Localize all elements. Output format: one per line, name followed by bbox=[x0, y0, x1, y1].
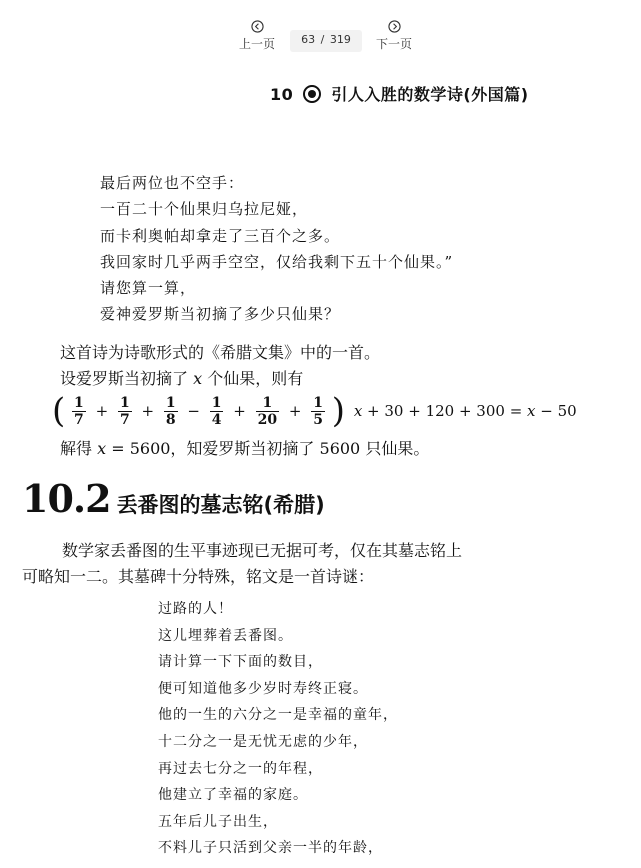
poem-line: 便可知道他多少岁时寿终正寝。 bbox=[158, 680, 368, 697]
intro-line-1: 数学家丢番图的生平事迹现已无据可考，仅在其墓志铭上 bbox=[62, 541, 463, 560]
operator: + bbox=[233, 402, 246, 420]
poem-line: 他的一生的六分之一是幸福的童年， bbox=[158, 707, 398, 724]
poem-line: 十二分之一是无忧无虑的少年， bbox=[158, 733, 368, 750]
poem-line: 五年后儿子出生， bbox=[158, 813, 278, 830]
solution-text-end: = 5600，知爱罗斯当初摘了 5600 只仙果。 bbox=[106, 439, 430, 458]
operator: + bbox=[95, 402, 109, 420]
current-page-number[interactable]: 63 bbox=[301, 33, 316, 46]
poem-line: 爱神爱罗斯当初摘了多少只仙果？ bbox=[100, 305, 341, 324]
paragraph-solution bbox=[60, 436, 429, 459]
fraction: $\frac{1}{7}$ bbox=[119, 394, 130, 428]
poem-line: 他建立了幸福的家庭。 bbox=[158, 787, 308, 804]
page-indicator bbox=[290, 30, 362, 52]
total-pages: 319 bbox=[329, 33, 351, 46]
equation-rhs: x + 30 + 120 + 300 = x − 50 bbox=[353, 402, 577, 420]
intro-line-2: 可略知一二。其墓碑十分特殊，铭文是一首诗谜： bbox=[22, 567, 375, 586]
poem-line: 请您算一算， bbox=[100, 279, 197, 298]
page-separator: / bbox=[320, 33, 325, 46]
fraction: $\frac{1}{20}$ bbox=[257, 394, 278, 428]
poem-line: 我回家时几乎两手空空，仅给我剩下五十个仙果。” bbox=[100, 252, 454, 271]
fraction: $\frac{1}{8}$ bbox=[165, 394, 176, 428]
solution-text: 解得 bbox=[60, 439, 98, 458]
fraction: $\frac{1}{7}$ bbox=[74, 394, 84, 428]
paragraph-source: 这首诗为诗歌形式的《希腊文集》中的一首。 bbox=[60, 343, 381, 362]
operator: − bbox=[187, 402, 200, 420]
poem-line: 不料儿子只活到父亲一半的年龄， bbox=[158, 840, 383, 857]
paragraph-setup bbox=[60, 366, 303, 389]
poem-line: 请计算一下下面的数目， bbox=[158, 654, 323, 671]
operator: + bbox=[288, 402, 302, 420]
chevron-left-icon bbox=[251, 20, 264, 33]
next-page-button[interactable] bbox=[370, 20, 418, 52]
setup-text: 设爱罗斯当初摘了 bbox=[60, 369, 194, 388]
poem-line: 一百二十个仙果归乌拉尼娅， bbox=[100, 200, 309, 219]
poem-line: 过路的人！ bbox=[158, 601, 233, 617]
poem-excerpt bbox=[100, 170, 453, 328]
poem-line: 而卡利奥帕却拿走了三百个之多。 bbox=[100, 226, 341, 245]
poem-line: 再过去七分之一的年程， bbox=[158, 760, 323, 777]
epitaph-poem bbox=[158, 596, 398, 862]
fraction: $\frac{1}{4}$ bbox=[211, 394, 222, 428]
fraction: $\frac{1}{5}$ bbox=[313, 394, 323, 428]
equation bbox=[52, 392, 577, 430]
chevron-right-icon bbox=[388, 20, 401, 33]
bullseye-icon bbox=[303, 85, 321, 103]
variable-x: x bbox=[193, 369, 203, 388]
section-title: 丢番图的墓志铭(希腊) bbox=[116, 493, 325, 517]
prev-page-label: 上一页 bbox=[238, 37, 275, 51]
left-paren: ( bbox=[52, 391, 66, 431]
page-navigation bbox=[0, 0, 641, 64]
poem-line: 这儿埋葬着丢番图。 bbox=[158, 627, 293, 644]
next-page-label: 下一页 bbox=[375, 37, 412, 51]
section-heading bbox=[22, 476, 325, 521]
setup-text-end: 个仙果，则有 bbox=[202, 369, 304, 388]
running-head bbox=[270, 82, 529, 105]
right-paren: ) bbox=[331, 391, 346, 431]
poem-line: 最后两位也不空手： bbox=[100, 174, 245, 192]
variable-x: x bbox=[97, 439, 107, 458]
chapter-number: 10 bbox=[270, 85, 294, 104]
prev-page-button[interactable] bbox=[233, 20, 281, 52]
operator: + bbox=[141, 402, 155, 420]
chapter-title: 引人入胜的数学诗(外国篇) bbox=[331, 85, 529, 104]
section-number: 10.2 bbox=[22, 476, 111, 521]
